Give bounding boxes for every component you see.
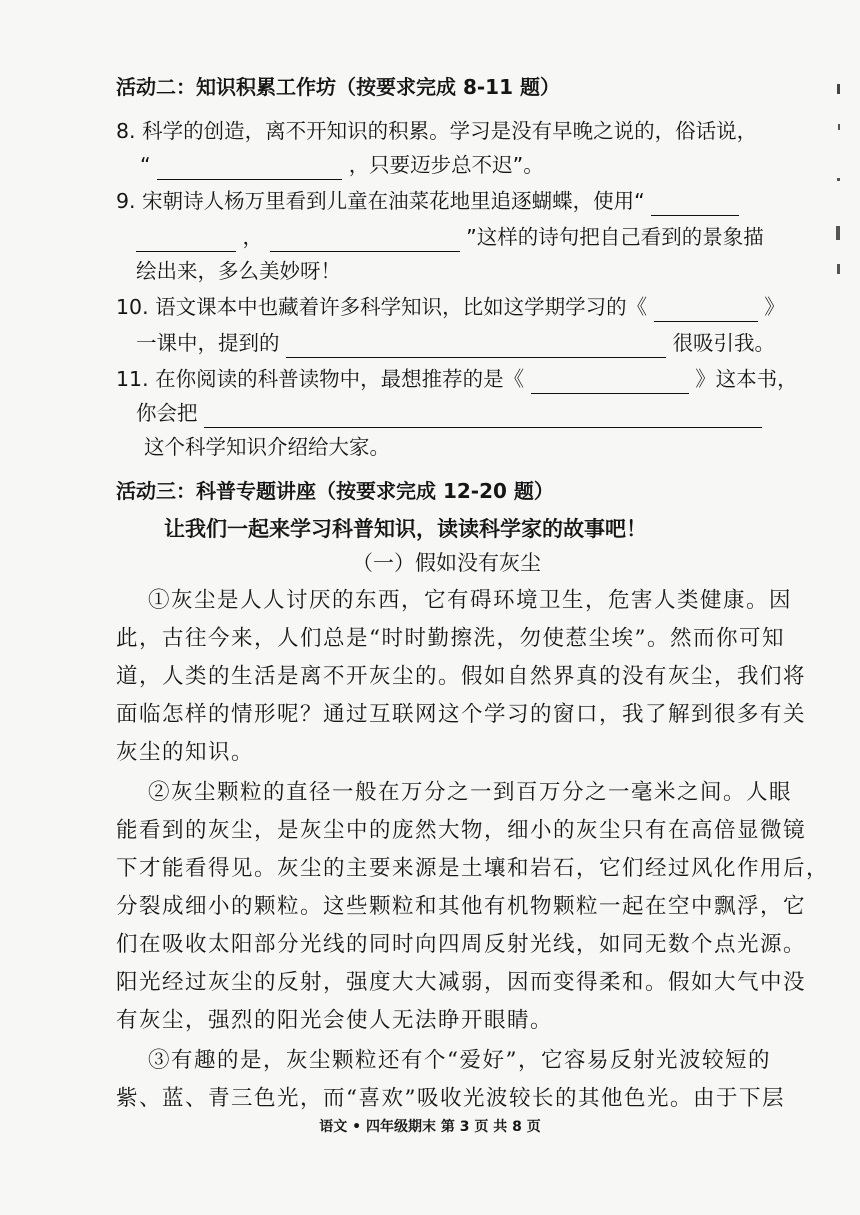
q9-line1 xyxy=(116,186,739,216)
q11-answer-blank-2[interactable] xyxy=(204,403,762,428)
q9-line3: 绘出来，多么美妙呀！ xyxy=(136,259,341,283)
article-line: 此，古往今来，人们总是“时时勤擦洗，勿使惹尘埃”。然而你可知 xyxy=(116,626,785,651)
q8-line1: 8. 科学的创造，离不开知识的积累。学习是没有早晚之说的，俗话说， xyxy=(116,119,758,143)
scan-mark xyxy=(837,84,840,94)
q10-line1 xyxy=(116,292,785,322)
q10-line2 xyxy=(136,328,775,358)
q11-line2 xyxy=(136,398,762,428)
q11-line1-before: 11. 在你阅读的科普读物中，最想推荐的是《 xyxy=(116,367,525,391)
q9-line2 xyxy=(136,222,764,252)
article-line: 有灰尘，强烈的阳光会使人无法睁开眼睛。 xyxy=(116,1008,554,1033)
activity3-heading: 活动三：科普专题讲座（按要求完成 12-20 题） xyxy=(116,479,554,503)
article-line: ②灰尘颗粒的直径一般在万分之一到百万分之一毫米之间。人眼 xyxy=(148,780,793,805)
article-line: 能看到的灰尘，是灰尘中的庞然大物，细小的灰尘只有在高倍显微镜 xyxy=(116,818,807,843)
article-line: 道，人类的生活是离不开灰尘的。假如自然界真的没有灰尘，我们将 xyxy=(116,664,807,689)
q11-line1-after: 》这本书， xyxy=(695,367,798,391)
article-line: 们在吸收太阳部分光线的同时向四周反射光线，如同无数个点光源。 xyxy=(116,932,807,957)
article-line: 分裂成细小的颗粒。这些颗粒和其他有机物颗粒一起在空中飘浮，它 xyxy=(116,894,807,919)
scan-mark xyxy=(837,264,840,274)
activity3-subheading: 让我们一起来学习科普知识，读读科学家的故事吧！ xyxy=(164,517,647,541)
q8-open-quote: “ xyxy=(140,153,151,177)
q10-answer-blank-2[interactable] xyxy=(286,333,666,358)
q9-comma: ， xyxy=(242,225,264,249)
q9-answer-blank-2[interactable] xyxy=(136,227,236,252)
q10-line1-text: 10. 语文课本中也藏着许多科学知识，比如这学期学习的《 xyxy=(116,295,648,319)
scan-mark xyxy=(837,178,840,181)
q8-line2-text: ，只要迈步总不迟”。 xyxy=(348,153,544,177)
article-line: 面临怎样的情形呢？通过互联网这个学习的窗口，我了解到很多有关 xyxy=(116,702,807,727)
article-line: 紫、蓝、青三色光，而“喜欢”吸收光波较长的其他色光。由于下层 xyxy=(116,1086,785,1111)
scan-mark xyxy=(836,226,840,240)
q9-answer-blank-3[interactable] xyxy=(270,227,460,252)
q11-line2-before: 你会把 xyxy=(136,401,198,425)
q10-line2-before: 一课中，提到的 xyxy=(136,331,280,355)
q11-line3: 这个科学知识介绍给大家。 xyxy=(144,435,390,459)
activity2-heading: 活动二：知识积累工作坊（按要求完成 8-11 题） xyxy=(116,75,560,99)
q9-line1-text: 9. 宋朝诗人杨万里看到儿童在油菜花地里追逐蝴蝶，使用“ xyxy=(116,189,645,213)
article-line: ③有趣的是，灰尘颗粒还有个“爱好”，它容易反射光波较短的 xyxy=(148,1048,771,1073)
q8-answer-blank[interactable] xyxy=(157,155,342,180)
article-line: 灰尘的知识。 xyxy=(116,740,255,765)
q11-line1 xyxy=(116,364,798,394)
q11-answer-blank-1[interactable] xyxy=(531,369,689,394)
q9-answer-blank-1[interactable] xyxy=(651,191,739,216)
q10-answer-blank-1[interactable] xyxy=(654,297,758,322)
q10-close-book: 》 xyxy=(764,295,785,319)
page-footer: 语文 • 四年级期末 第 3 页 共 8 页 xyxy=(319,1119,541,1135)
article-line: ①灰尘是人人讨厌的东西，它有碍环境卫生，危害人类健康。因 xyxy=(148,588,793,613)
article-title: （一）假如没有灰尘 xyxy=(352,551,541,575)
scan-mark xyxy=(838,124,840,130)
q8-line2 xyxy=(140,150,544,180)
article-line: 阳光经过灰尘的反射，强度大大减弱，因而变得柔和。假如大气中没 xyxy=(116,970,807,995)
q10-line2-after: 很吸引我。 xyxy=(672,331,776,355)
article-line: 下才能看得见。灰尘的主要来源是土壤和岩石，它们经过风化作用后， xyxy=(116,856,830,881)
q9-line2-text: ”这样的诗句把自己看到的景象描 xyxy=(466,225,764,249)
